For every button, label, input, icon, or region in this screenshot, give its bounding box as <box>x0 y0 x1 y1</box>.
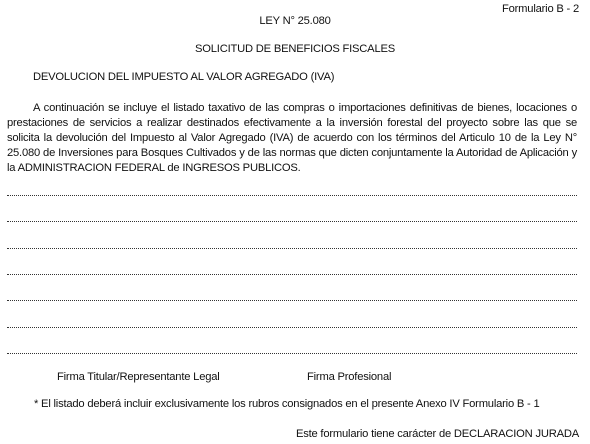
fill-line <box>7 327 577 328</box>
section-title: DEVOLUCION DEL IMPUESTO AL VALOR AGREGADO (IVA) <box>33 71 335 83</box>
sworn-declaration-note: Este formulario tiene carácter de DECLARACION JURADA <box>295 428 579 440</box>
form-number: Formulario B - 2 <box>502 3 579 15</box>
signature-professional-label: Firma Profesional <box>307 371 392 383</box>
fill-line <box>7 353 577 354</box>
fill-line <box>7 221 577 222</box>
fill-line <box>7 300 577 301</box>
footnote: * El listado deberá incluir exclusivamente los rubros consignados en el presente Anexo IV Formulario B - 1 <box>34 398 540 410</box>
signature-titular-label: Firma Titular/Representante Legal <box>57 371 220 383</box>
fill-line <box>7 248 577 249</box>
intro-paragraph: A continuación se incluye el listado taxativo de las compras o importaciones definitivas de bienes, locaciones o prestaciones de servicios a realizar destinados efectivamente a la inversión forestal del proyecto sobre las que se solicita la devolución del Impuesto al Valor Agregado (IVA) de acuerdo con los términos del Articulo 10 de la Ley N° 25.080 de Inversiones para Bosques Cultivados y de las normas que dicten conjuntamente la Autoridad de Aplicación y la ADMINISTRACION FEDERAL de INGRESOS PUBLICOS. <box>7 102 577 174</box>
form-title: SOLICITUD DE BENEFICIOS FISCALES <box>195 43 395 55</box>
fill-line <box>7 274 577 275</box>
fill-line <box>7 195 577 196</box>
law-reference: LEY N° 25.080 <box>259 15 331 27</box>
